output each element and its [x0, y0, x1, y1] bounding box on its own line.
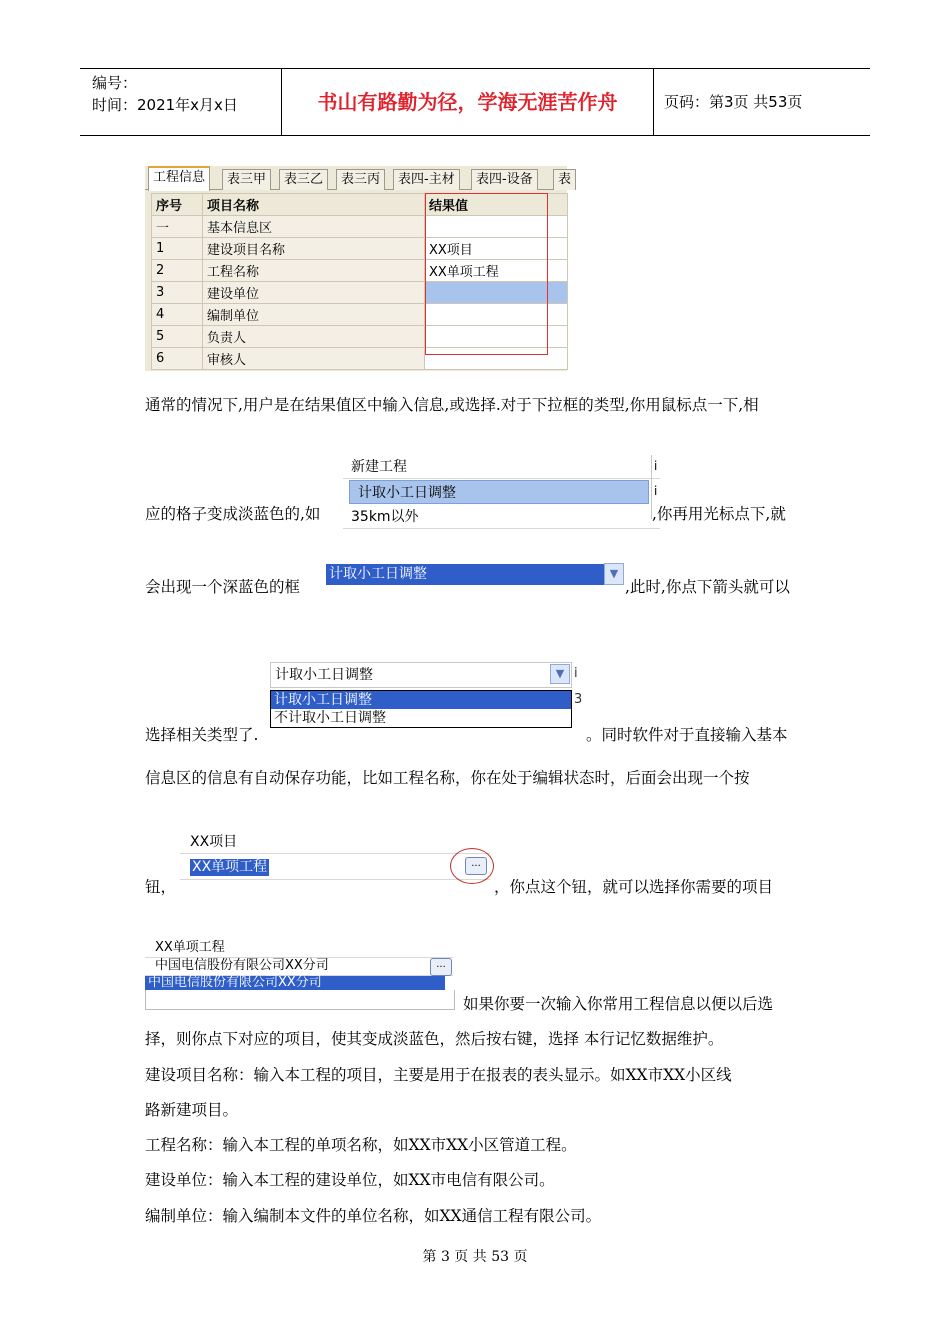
row-name: 基本信息区: [203, 216, 425, 238]
paragraph: 应的格子变成淡蓝色的,如: [145, 505, 321, 523]
row-name: 建设单位: [203, 282, 425, 304]
paragraph: 建设项目名称：输入本工程的项目，主要是用于在报表的表头显示。如XX市XX小区线: [145, 1066, 732, 1084]
paragraph: ，你点这个钮，就可以选择你需要的项目: [494, 878, 774, 896]
light-blue-cell-screenshot: [343, 455, 660, 525]
list-item: 新建工程: [343, 455, 660, 479]
paragraph: 编制单位：输入编制本文件的单位名称，如XX通信工程有限公司。: [145, 1207, 602, 1225]
ellipsis-button[interactable]: ...: [430, 958, 452, 976]
col-header-name: 项目名称: [203, 194, 425, 216]
side-text: i: [654, 484, 658, 498]
header-meta: [80, 69, 282, 135]
row-no: 5: [152, 326, 203, 348]
row-name: 负责人: [203, 326, 425, 348]
tab-project-info[interactable]: 工程信息: [148, 166, 210, 191]
row-name: 建设项目名称: [203, 238, 425, 260]
page-header: [80, 68, 870, 136]
combo-box[interactable]: 计取小工日调整: [270, 662, 572, 688]
dropdown-option[interactable]: 不计取小工日调整: [274, 710, 386, 726]
date-label: 时间：2021年x月x日: [92, 96, 238, 114]
paragraph: 。同时软件对于直接输入基本: [586, 726, 788, 744]
col-header-value: 结果值: [425, 194, 568, 216]
paragraph: 路新建项目。: [145, 1101, 239, 1119]
paragraph: 工程名称：输入本工程的单项名称，如XX市XX小区管道工程。: [145, 1136, 577, 1154]
page-footer: 第 3 页 共 53 页: [422, 1249, 528, 1265]
row-value[interactable]: XX项目: [425, 238, 568, 260]
tab-table4-equipment[interactable]: 表四-设备: [471, 169, 538, 190]
paragraph: 通常的情况下,用户是在结果值区中输入信息,或选择.对于下拉框的类型,你用鼠标点一下,相: [145, 396, 759, 414]
ellipsis-button[interactable]: ...: [465, 857, 487, 875]
list-item-selected[interactable]: 计取小工日调整: [349, 480, 649, 504]
tab-table3b[interactable]: 表三乙: [279, 169, 328, 190]
list-item: 中国电信股份有限公司XX分司: [145, 956, 453, 976]
paragraph: 钮，: [145, 878, 177, 896]
row-name: 审核人: [203, 348, 425, 370]
dropdown-option-selected[interactable]: 计取小工日调整: [271, 691, 571, 709]
list-item: XX单项工程: [145, 938, 453, 958]
side-text: i: [654, 459, 658, 473]
dark-blue-combo-screenshot: [318, 560, 625, 596]
dropdown-list: [270, 690, 572, 728]
row-no: 4: [152, 304, 203, 326]
row-name: 编制单位: [203, 304, 425, 326]
paragraph: 选择相关类型了.: [145, 726, 259, 744]
paragraph: 会出现一个深蓝色的框: [145, 578, 301, 596]
row-no: 1: [152, 238, 203, 260]
editing-row: [180, 854, 490, 880]
tab-table3a[interactable]: 表三甲: [222, 169, 271, 190]
row-no: 3: [152, 282, 203, 304]
paragraph: ,此时,你点下箭头就可以: [625, 578, 790, 596]
tab-table4-materials[interactable]: 表四-主材: [393, 169, 460, 190]
memory-list-screenshot: [145, 938, 455, 1010]
side-text: 3: [574, 692, 583, 707]
tab-more[interactable]: 表: [553, 169, 576, 190]
list-frame: [145, 990, 455, 1010]
header-motto: 书山有路勤为径，学海无涯苦作舟: [282, 69, 654, 135]
row-value[interactable]: XX单项工程: [425, 260, 568, 282]
combo-selected-value[interactable]: 计取小工日调整: [326, 564, 611, 585]
paragraph: 择，则你点下对应的项目，使其变成淡蓝色，然后按右键，选择 本行记忆数据维护。: [145, 1030, 724, 1048]
paragraph: 如果你要一次输入你常用工程信息以便以后选: [463, 995, 774, 1013]
list-item-selected[interactable]: 中国电信股份有限公司XX分司: [145, 976, 445, 990]
edit-button-screenshot: [180, 830, 495, 898]
chevron-down-icon[interactable]: ▼: [604, 563, 624, 585]
tab-table3c[interactable]: 表三丙: [336, 169, 385, 190]
paragraph: 建设单位：输入本工程的建设单位，如XX市电信有限公司。: [145, 1171, 555, 1189]
sheet-tabs: [145, 166, 572, 190]
dropdown-open-screenshot: [268, 660, 586, 738]
paragraph: 信息区的信息有自动保存功能，比如工程名称，你在处于编辑状态时，后面会出现一个按: [145, 769, 750, 787]
highlight-ring: [450, 848, 494, 884]
row-no: 2: [152, 260, 203, 282]
row-no: 6: [152, 348, 203, 370]
result-column-highlight-box: [425, 193, 548, 355]
editing-value[interactable]: XX单项工程: [192, 859, 268, 875]
paragraph: ,你再用光标点下,就: [652, 505, 786, 523]
row-name: 工程名称: [203, 260, 425, 282]
number-label: 编号：: [92, 74, 138, 92]
list-item: XX项目: [180, 830, 490, 854]
list-item: 35km以外: [343, 505, 660, 529]
col-header-no: 序号: [152, 194, 203, 216]
chevron-down-icon[interactable]: ▼: [550, 664, 570, 684]
header-page-label: 页码：第3页 共53页: [664, 93, 803, 111]
side-text: i: [574, 666, 578, 681]
row-no: 一: [152, 216, 203, 238]
